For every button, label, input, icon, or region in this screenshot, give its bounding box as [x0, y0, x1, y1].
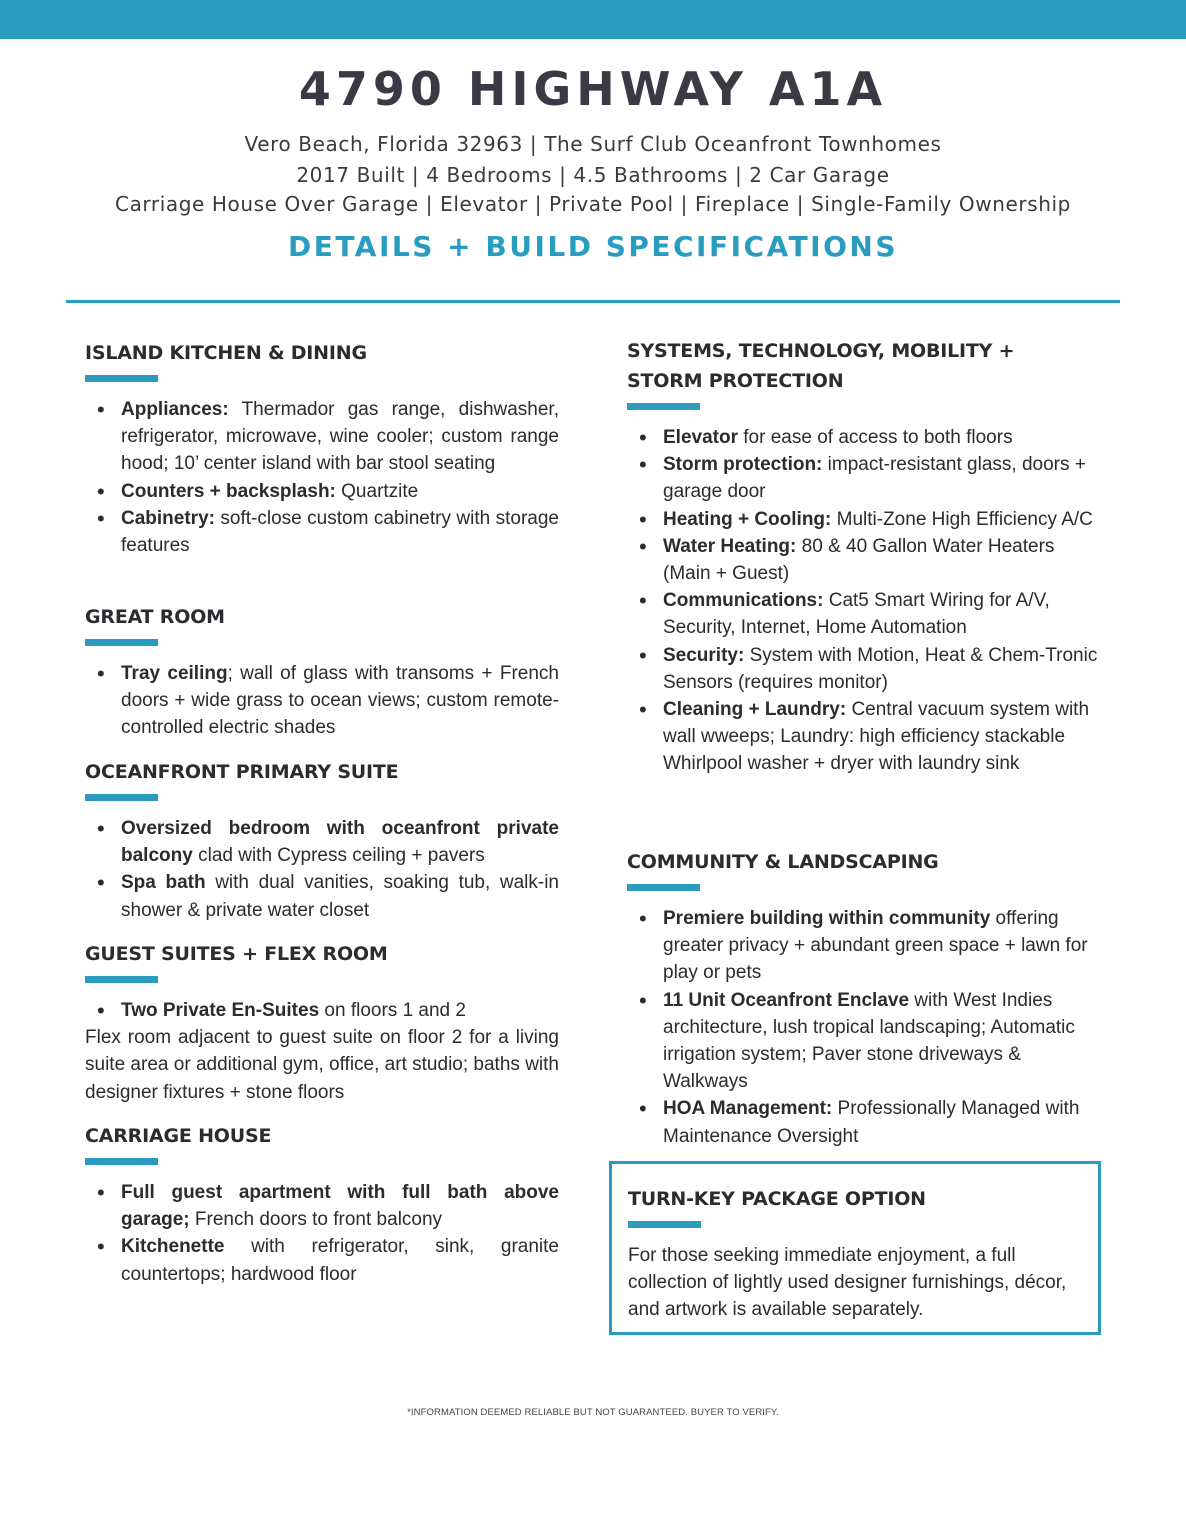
list-item-text: with dual vanities, soaking tub, walk-in shower & private water closet	[121, 872, 560, 921]
list-item	[85, 815, 559, 869]
list-item-text: impact-resistant glass, doors + garage door	[663, 454, 1086, 503]
section-title: ISLAND KITCHEN & DINING	[85, 342, 367, 364]
list-item	[627, 451, 1101, 505]
accent-bar	[85, 639, 158, 646]
list-item	[627, 587, 1101, 641]
accent-bar	[627, 403, 700, 410]
flex-room-paragraph: Flex room adjacent to guest suite on floor 2 for a living suite area or additional gym, office, art studio; baths with designer fixtures + stone floors	[85, 1027, 559, 1103]
accent-bar	[85, 976, 158, 983]
bullet-list	[85, 997, 559, 1024]
list-item-text: Thermador gas range, dishwasher, refrigerator, microwave, wine cooler; custom range hood; 10’ center island with bar stool seating	[121, 399, 559, 475]
list-item	[85, 505, 559, 559]
bullet-list	[85, 1179, 559, 1288]
list-item-label: Spa bath	[121, 872, 206, 894]
section-heading: DETAILS + BUILD SPECIFICATIONS	[288, 230, 898, 263]
list-item-text: soft-close custom cabinetry with storage features	[121, 507, 559, 557]
list-item-label: 11 Unit Oceanfront Enclave	[663, 989, 910, 1011]
section-guest-suites	[85, 939, 559, 1106]
bullet-list	[85, 660, 559, 742]
list-item	[85, 660, 559, 742]
list-item-text: Central vacuum system with wall wweeps; Laundry: high efficiency stackable Whirlpool washer + dryer with laundry sink	[663, 699, 1090, 775]
list-item	[627, 533, 1101, 587]
section-title	[627, 336, 1101, 396]
list-item-text: Professionally Managed with Maintenance Oversight	[663, 1098, 1080, 1147]
list-item	[85, 396, 559, 478]
section-primary-suite	[85, 757, 559, 924]
list-item-text: ; wall of glass with transoms + French doors + wide grass to ocean views; custom remote-controlled electric shades	[121, 663, 559, 739]
section-kitchen	[85, 338, 559, 559]
list-item-text: with West Indies architecture, lush tropical landscaping; Automatic irrigation system; Paver stone driveways & Walkways	[663, 989, 1075, 1093]
list-item	[85, 478, 559, 505]
list-item-label: HOA Management:	[663, 1098, 833, 1120]
accent-bar	[85, 375, 158, 382]
turn-key-text: For those seeking immediate enjoyment, a full collection of lightly used designer furnishings, décor, and artwork is available separately.	[628, 1245, 1067, 1321]
bullet-list	[85, 815, 559, 924]
list-item	[627, 642, 1101, 696]
list-item-label: Communications:	[663, 590, 824, 612]
divider	[66, 300, 1120, 303]
section-title: CARRIAGE HOUSE	[85, 1125, 272, 1147]
list-item-text: with refrigerator, sink, granite countertops; hardwood floor	[121, 1236, 559, 1285]
accent-bar	[627, 884, 700, 891]
list-item-text: Multi-Zone High Efficiency A/C	[831, 508, 1093, 530]
disclaimer: *INFORMATION DEEMED RELIABLE BUT NOT GUARANTEED. BUYER TO VERIFY.	[407, 1407, 779, 1418]
list-item-label: Heating + Cooling:	[663, 508, 832, 530]
section-title: TURN-KEY PACKAGE OPTION	[628, 1188, 926, 1210]
bullet-list	[85, 396, 559, 559]
list-item-text: clad with Cypress ceiling + pavers	[192, 845, 485, 867]
section-community	[627, 847, 1101, 1150]
list-item-label: Elevator	[663, 427, 738, 448]
subtitle-stats: 2017 Built | 4 Bedrooms | 4.5 Bathrooms | 2 Car Garage	[296, 163, 890, 187]
accent-bar	[85, 794, 158, 801]
list-item-label: Oversized bedroom with oceanfront private balcony	[121, 818, 559, 867]
list-item	[627, 696, 1101, 778]
section-great-room	[85, 602, 559, 742]
list-item-text: for ease of access to both floors	[737, 427, 1013, 448]
section-title-line2: STORM PROTECTION	[627, 370, 844, 392]
list-item-text: 80 & 40 Gallon Water Heaters (Main + Guest)	[663, 535, 1055, 585]
list-item-text: on floors 1 and 2	[319, 1000, 466, 1021]
list-item-text: offering greater privacy + abundant green space + lawn for play or pets	[663, 908, 1088, 984]
list-item-label: Premiere building within community	[663, 908, 991, 929]
section-carriage-house	[85, 1121, 559, 1288]
list-item	[627, 506, 1101, 533]
section-title: GREAT ROOM	[85, 606, 225, 628]
list-item	[627, 905, 1101, 987]
bullet-list	[627, 905, 1101, 1150]
list-item	[627, 987, 1101, 1096]
top-accent-bar	[0, 0, 1186, 39]
list-item	[85, 869, 559, 923]
list-item-text: System with Motion, Heat & Chem-Tronic Sensors (requires monitor)	[663, 644, 1098, 693]
section-title: OCEANFRONT PRIMARY SUITE	[85, 761, 399, 783]
list-item-label: Counters + backsplash:	[121, 480, 336, 502]
list-item-label: Appliances:	[121, 399, 229, 420]
section-title: COMMUNITY & LANDSCAPING	[627, 851, 939, 873]
list-item-label: Tray ceiling	[121, 663, 228, 684]
subtitle-features: Carriage House Over Garage | Elevator | Private Pool | Fireplace | Single-Family Ownership	[115, 192, 1071, 216]
list-item-label: Cabinetry:	[121, 507, 215, 529]
list-item-text: French doors to front balcony	[189, 1209, 443, 1231]
section-title: GUEST SUITES + FLEX ROOM	[85, 943, 388, 965]
list-item-label: Security:	[663, 644, 745, 666]
turn-key-box	[609, 1161, 1101, 1335]
subtitle-location: Vero Beach, Florida 32963 | The Surf Club Oceanfront Townhomes	[244, 132, 942, 156]
section-systems	[627, 336, 1101, 778]
list-item-text: Quartzite	[335, 480, 419, 502]
list-item	[85, 1179, 559, 1233]
accent-bar	[85, 1158, 158, 1165]
section-title-line1: SYSTEMS, TECHNOLOGY, MOBILITY +	[627, 340, 1015, 362]
list-item-label: Water Heating:	[663, 535, 797, 557]
list-item	[627, 424, 1101, 451]
list-item	[85, 1233, 559, 1287]
list-item	[627, 1095, 1101, 1149]
list-item-label: Full guest apartment with full bath above garage;	[121, 1182, 559, 1231]
list-item-label: Storm protection:	[663, 454, 823, 476]
list-item-label: Two Private En-Suites	[121, 1000, 320, 1021]
page-title: 4790 HIGHWAY A1A	[298, 62, 888, 116]
list-item-label: Cleaning + Laundry:	[663, 699, 847, 721]
bullet-list	[627, 424, 1101, 778]
accent-bar	[628, 1221, 701, 1228]
list-item	[85, 997, 559, 1024]
list-item-text: Cat5 Smart Wiring for A/V, Security, Internet, Home Automation	[663, 590, 1050, 639]
list-item-label: Kitchenette	[121, 1236, 225, 1258]
